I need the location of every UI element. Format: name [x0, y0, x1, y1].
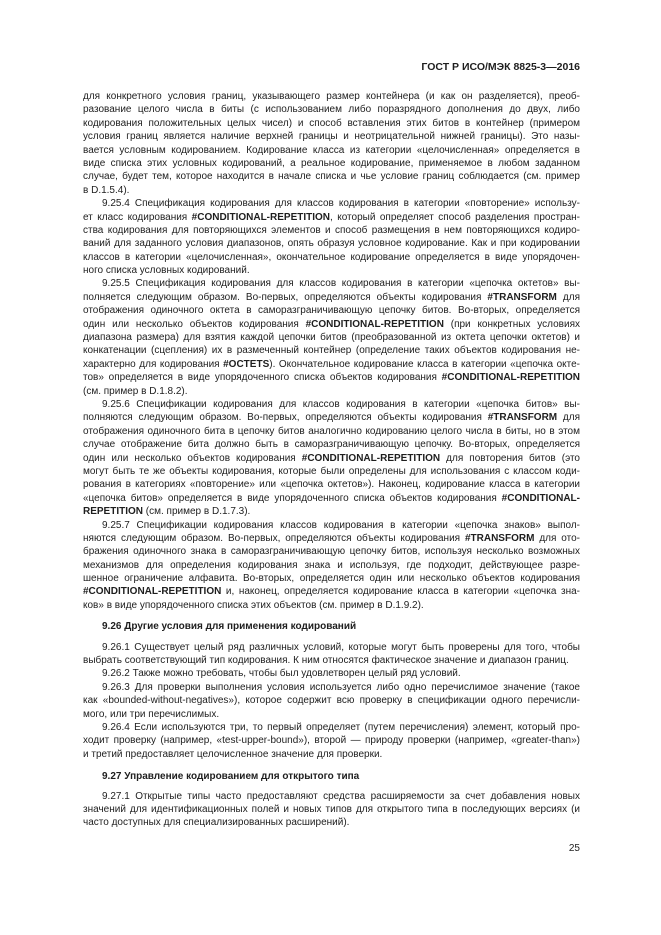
paragraph [83, 667, 580, 680]
code-term: #OCTETS [223, 358, 270, 370]
section-heading: 9.26 Другие условия для применения кодирований [102, 621, 357, 633]
text-segment: (при конкретных условиях [443, 318, 580, 330]
text-segment: один или несколько объектов кодирования [83, 452, 302, 464]
paragraph [83, 90, 580, 197]
text-line [83, 505, 580, 518]
text-line: ков» в виде упорядоченного списка этих объектов (см. пример в D.1.9.2). [83, 599, 424, 611]
text-line: случае отображение бита должно быть в саморазграничивающую цепочку. Во-вторых, определяется [83, 439, 580, 451]
text-line: условия границ является наличие верхней границы и неотрицательной нижней границы). Это назы- [83, 131, 580, 143]
code-term: #TRANSFORM [487, 412, 558, 424]
text-segment: характерно для кодирования [83, 358, 224, 370]
text-line: 9.26.2 Также можно требовать, чтобы был удовлетворен целый ряд условий. [102, 668, 461, 680]
text-line [83, 358, 580, 371]
text-line: ходит проверку (например, «test-upper-bound»), второй — природу проверки (например, «greater-than») [83, 735, 580, 747]
document-body [83, 90, 580, 830]
text-line: выбрать соответствующий тип кодирования. К ним относятся фактическое значение и диапазон границ. [83, 655, 569, 667]
code-term: #CONDITIONAL-REPETITION [83, 586, 222, 598]
text-line [83, 452, 580, 465]
text-segment: полняются следующим образом. Во-первых, определяются объекты кодирования [83, 412, 488, 424]
text-segment: для ото- [534, 532, 580, 544]
code-term: #CONDITIONAL-REPETITION [301, 452, 441, 464]
text-line: 9.26.3 Для проверки выполнения условия используется либо одно перечислимое значение (такое [102, 681, 580, 693]
code-term: REPETITION [83, 506, 144, 518]
text-line: 9.25.5 Спецификация кодирования для классов кодирования в категории «цепочка октетов» вы- [102, 278, 580, 290]
text-segment: для [557, 412, 580, 424]
text-line [83, 585, 580, 598]
paragraph [83, 790, 580, 830]
paragraph [83, 197, 580, 277]
text-line: 9.25.4 Спецификация кодирования для классов кодирования в категории «повторение» использу- [102, 198, 580, 210]
text-line: кодирования положительных целых чисел) и способ вставления этих битов в контейнер (примером [83, 117, 580, 129]
text-line: классов в категории «целочисленная», окончательное кодирование определяется в виде упорядочен- [83, 251, 580, 263]
text-line: мого, или три перечислимых. [83, 708, 220, 720]
text-line [83, 492, 580, 505]
text-line: рования в категориях «повторение» или «цепочка октетов»). Наконец, кодирование класса в категории [83, 479, 580, 491]
code-term: #CONDITIONAL-REPETITION [441, 372, 580, 384]
text-segment: полняется следующим образом. Во-первых, определяются объекты кодирования [83, 291, 488, 303]
text-segment: тов» определяется в виде упорядоченного списка объектов кодирования [83, 372, 442, 384]
text-line: отображения одиночного бита в цепочку битов аналогично кодированию целого числа в биты, но в этом [83, 425, 580, 437]
text-segment: для [556, 291, 580, 303]
text-line: часто доступных для специализированных расширений). [83, 817, 350, 829]
text-line: могут быть те же объекты кодирования, которые были определены для использования с классом коди- [83, 465, 580, 477]
text-segment: няются следующим образом. Во-первых, определяются объекты кодирования [83, 532, 465, 544]
text-line: случае, будет тем, которое находится в начале списка и чье условие границ соблюдается (см. пример [83, 171, 580, 183]
page-number: 25 [568, 843, 580, 854]
text-line: в D.1.5.4). [83, 184, 130, 196]
text-segment: «цепочка битов» определяется в виде упорядоченного списка объектов кодирования [83, 492, 502, 504]
text-line: ства кодирования для повторяющихся элементов и способ размещения в нем повторяющихся кодиро- [83, 224, 580, 236]
text-segment: ет класс кодирования [83, 211, 192, 223]
text-line [83, 532, 580, 545]
paragraph [83, 641, 580, 668]
text-line [83, 371, 580, 384]
code-term: #TRANSFORM [487, 291, 557, 303]
text-line: как «bounded-without-negatives»), которое содержит всю проверку в спецификации одного перечисли- [83, 695, 580, 707]
text-line: для конкретного условия границ, указывающего размер контейнера (и как он разделяется), преоб- [83, 91, 580, 102]
document-header: ГОСТ Р ИСО/МЭК 8825-3—2016 [421, 61, 580, 73]
text-line: диапазона размера) для взятия каждой цепочки битов (преобразованной из октета цепочки октетов) и [83, 332, 580, 344]
text-line: 9.26.1 Существует целый ряд различных условий, которые могут быть проверены для того, чтобы [102, 641, 580, 653]
text-segment: для повторения битов (это [440, 452, 580, 464]
paragraph [83, 519, 580, 613]
text-line [83, 291, 580, 304]
text-line [83, 211, 580, 224]
code-term: #TRANSFORM [464, 532, 535, 544]
text-line: 9.25.7 Спецификации кодирования классов кодирования в категории «цепочка знаков» выпол- [102, 519, 580, 531]
text-segment: ). Окончательное кодирование класса в категории «цепочка окте- [269, 358, 580, 370]
paragraph [83, 721, 580, 761]
text-line: вается условным кодированием. Кодирование класса из категории «целочисленная» определяется в [83, 144, 580, 156]
text-line: 9.27.1 Открытые типы часто предоставляют средства расширяемости за счет добавления новых [102, 790, 580, 802]
text-line: (см. пример в D.1.8.2). [83, 385, 188, 397]
text-line: бражения одиночного знака в саморазграничивающую цепочку битов, используя несколько возможных [83, 546, 580, 558]
text-line: ного списка условных кодирований. [83, 265, 250, 277]
text-segment: и, наконец, определяется кодирование класса в категории «цепочка зна- [221, 586, 580, 598]
text-line: механизмов для определения кодирования знака и используя, где подходит, действующее разре- [83, 559, 580, 571]
text-line [83, 318, 580, 331]
paragraph [83, 277, 580, 398]
text-line [83, 411, 580, 424]
text-segment: (см. пример в D.1.7.3). [143, 506, 251, 518]
text-line: разование целого числа в биты (с использованием либо поразрядного дополнения до двух, либо [83, 104, 580, 116]
text-segment: , который определяет способ разделения простран- [330, 211, 581, 223]
code-term: #CONDITIONAL- [501, 492, 580, 504]
paragraph [83, 681, 580, 721]
text-line: 9.25.6 Спецификации кодирования для классов кодирования в категории «цепочка битов» вы- [102, 398, 580, 410]
text-line: значений для идентификационных полей и новых типов для открытого типа в последующих версиях (и [83, 803, 580, 815]
text-line: и третий предоставляет целочисленное значение для проверки. [83, 748, 383, 760]
code-term: #CONDITIONAL-REPETITION [305, 318, 444, 330]
text-line: ваний для заданного условия диапазонов, опять образуя условное кодирование. Как и при кодировании [83, 238, 580, 250]
section-heading: 9.27 Управление кодированием для открытого типа [102, 771, 360, 783]
text-line: 9.26.4 Если используются три, то первый определяет (путем перечисления) элемент, который про- [102, 721, 580, 733]
text-line: виде списка этих условных кодирований, а реальное кодирование, применяемое в любом заданном [83, 157, 580, 169]
text-segment: один или несколько объектов кодирования [83, 318, 306, 330]
paragraph [83, 398, 580, 519]
text-line: конкатенации (сцепления) их в размеченный контейнер (определение таких объектов кодирования не- [83, 345, 580, 357]
text-line: отображения одиночного октета в саморазграничивающую цепочку битов. Во-вторых, определяется [83, 305, 580, 317]
text-line: шенное ограничение алфавита. Во-вторых, определяется один или несколько объектов кодирования [83, 573, 580, 585]
code-term: #CONDITIONAL-REPETITION [191, 211, 331, 223]
